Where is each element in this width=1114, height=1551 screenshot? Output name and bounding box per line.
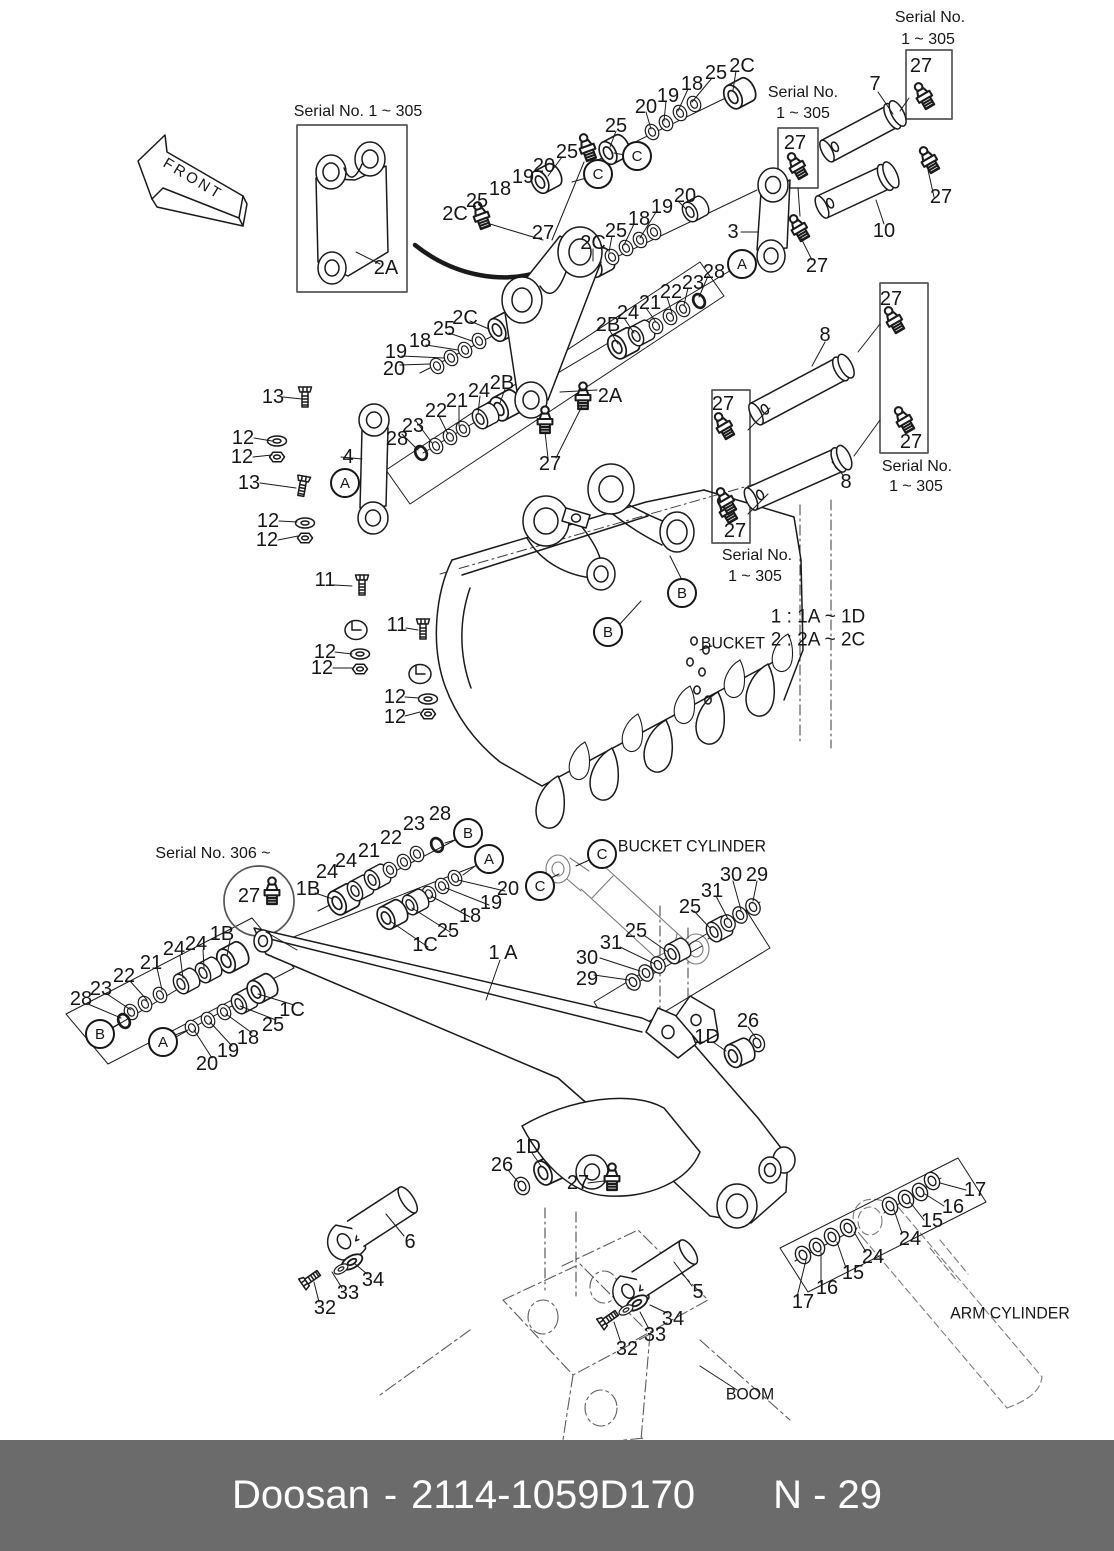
- callout-25: 25: [624, 920, 648, 942]
- callout-18: 18: [488, 178, 512, 200]
- callout-1c: 1C: [279, 999, 305, 1021]
- callout-b: B: [667, 578, 697, 608]
- callout-24: 24: [616, 302, 640, 324]
- callout-24: 24: [861, 1246, 885, 1268]
- callout-1b: 1B: [295, 878, 321, 900]
- callout-19: 19: [384, 341, 408, 363]
- callout-25: 25: [465, 190, 489, 212]
- callout-30: 30: [575, 947, 599, 969]
- callout-c: C: [525, 871, 555, 901]
- callout-27: 27: [723, 520, 747, 542]
- callout-a: A: [330, 468, 360, 498]
- callout-bucket-cylinder: BUCKET CYLINDER: [617, 836, 767, 856]
- callout-33: 33: [643, 1324, 667, 1346]
- callout-16: 16: [941, 1196, 965, 1218]
- callout-27: 27: [237, 885, 261, 907]
- callout-12: 12: [310, 657, 334, 679]
- callout-24: 24: [898, 1228, 922, 1250]
- pin-8-lower: [741, 443, 855, 513]
- callout-6: 6: [404, 1231, 416, 1253]
- callout-1-305: 1 ~ 305: [728, 568, 782, 585]
- callout-25: 25: [261, 1014, 285, 1036]
- callout-11: 11: [386, 614, 408, 636]
- callout-serial-no-: Serial No.: [894, 9, 966, 26]
- callout-12: 12: [256, 510, 280, 532]
- callout-a: A: [148, 1027, 178, 1057]
- callout-18: 18: [680, 73, 704, 95]
- callout-a: A: [727, 249, 757, 279]
- callout-2c: 2C: [442, 203, 468, 225]
- callout-b: B: [593, 617, 623, 647]
- callout-23: 23: [402, 813, 426, 835]
- callout-23: 23: [401, 415, 425, 437]
- callout-25: 25: [604, 115, 628, 137]
- callout-1d: 1D: [694, 1026, 720, 1048]
- callout-7: 7: [869, 73, 881, 95]
- callout-27: 27: [805, 255, 829, 277]
- callout-24: 24: [162, 938, 186, 960]
- callout-20: 20: [532, 155, 556, 177]
- callout-20: 20: [382, 358, 406, 380]
- callout-2a: 2A: [373, 257, 399, 279]
- callout-22: 22: [379, 827, 403, 849]
- callout-33: 33: [336, 1282, 360, 1304]
- callout-28: 28: [385, 428, 409, 450]
- callout-1c: 1C: [412, 934, 438, 956]
- callout-2-2a-2c: 2 : 2A ~ 2C: [770, 629, 866, 651]
- callout-27: 27: [538, 453, 562, 475]
- callout-20: 20: [673, 185, 697, 207]
- callout-25: 25: [555, 141, 579, 163]
- callout-34: 34: [361, 1269, 385, 1291]
- footer-part-number: [232, 1473, 695, 1518]
- callout-27: 27: [929, 186, 953, 208]
- callout-27: 27: [879, 288, 903, 310]
- callout-serial-no-: Serial No.: [767, 84, 839, 101]
- callout-34: 34: [661, 1308, 685, 1330]
- seal-ring-chains: [116, 75, 943, 1266]
- callout-23: 23: [89, 978, 113, 1000]
- footer-bar: [0, 1440, 1114, 1551]
- callout-21: 21: [139, 952, 163, 974]
- callout-27: 27: [531, 222, 555, 244]
- callout-27: 27: [711, 393, 735, 415]
- callout-15: 15: [841, 1262, 865, 1284]
- link-3: [757, 168, 790, 272]
- callout-25: 25: [432, 318, 456, 340]
- callout-19: 19: [656, 85, 680, 107]
- link-4: [358, 404, 389, 534]
- callout-31: 31: [700, 880, 724, 902]
- callout-serial-no-: Serial No.: [721, 547, 793, 564]
- callout-12: 12: [383, 706, 407, 728]
- callout-12: 12: [231, 427, 255, 449]
- callout-21: 21: [357, 840, 381, 862]
- callout-18: 18: [236, 1027, 260, 1049]
- callout-a: A: [474, 844, 504, 874]
- callout-24: 24: [334, 850, 358, 872]
- callout-19: 19: [511, 166, 535, 188]
- footer-brand: Doosan: [231, 1473, 370, 1517]
- callout-21: 21: [445, 390, 469, 412]
- callout-2c: 2C: [580, 232, 606, 254]
- callout-31: 31: [599, 932, 623, 954]
- callout-2c: 2C: [452, 307, 478, 329]
- callout-13: 13: [261, 386, 285, 408]
- callout-3: 3: [727, 221, 739, 243]
- callout-12: 12: [230, 446, 254, 468]
- callout-22: 22: [112, 965, 136, 987]
- callout-26: 26: [490, 1154, 514, 1176]
- callout-1-305: 1 ~ 305: [889, 478, 943, 495]
- callout-12: 12: [255, 529, 279, 551]
- callout-18: 18: [408, 330, 432, 352]
- callout-5: 5: [692, 1281, 704, 1303]
- callout-1d: 1D: [515, 1136, 541, 1158]
- callout-20: 20: [634, 96, 658, 118]
- callout-arm-cylinder: ARM CYLINDER: [950, 1303, 1070, 1323]
- callout-26: 26: [736, 1010, 760, 1032]
- footer-separator: -: [383, 1473, 398, 1517]
- callout-15: 15: [920, 1210, 944, 1232]
- callout-12: 12: [383, 686, 407, 708]
- front-arrow: [138, 135, 247, 226]
- callout-17: 17: [791, 1291, 815, 1313]
- footer-number: 2114-1059D170: [411, 1473, 696, 1517]
- pin-10: [812, 160, 903, 222]
- leader-arc: [415, 245, 545, 277]
- callout-2b: 2B: [595, 314, 621, 336]
- callout-24: 24: [184, 933, 208, 955]
- chain-outlines: [66, 90, 986, 1292]
- callout-c: C: [583, 159, 613, 189]
- pin-6: [320, 1182, 424, 1268]
- callout-27: 27: [566, 1172, 590, 1194]
- callout-28: 28: [69, 988, 93, 1010]
- callout-32: 32: [615, 1338, 639, 1360]
- callout-2a: 2A: [597, 385, 623, 407]
- callout-serial-no-306-: Serial No. 306 ~: [155, 845, 271, 862]
- callout-12: 12: [313, 641, 337, 663]
- callout-25: 25: [436, 920, 460, 942]
- boom-drawing: [380, 1230, 790, 1446]
- callout-21: 21: [638, 292, 662, 314]
- callout-8: 8: [840, 471, 852, 493]
- pin-7: [816, 98, 909, 165]
- callout-18: 18: [627, 208, 651, 230]
- callout-13: 13: [237, 472, 261, 494]
- callout-30: 30: [719, 864, 743, 886]
- callout-front: FRONT: [160, 154, 226, 204]
- callout-19: 19: [650, 196, 674, 218]
- callout-1-1a-1d: 1 : 1A ~ 1D: [770, 606, 866, 628]
- callout-20: 20: [195, 1053, 219, 1075]
- callout-8: 8: [819, 324, 831, 346]
- callout-11: 11: [314, 569, 336, 591]
- callout-29: 29: [745, 864, 769, 886]
- callout-2b: 2B: [489, 372, 515, 394]
- callout-25: 25: [678, 896, 702, 918]
- callout-22: 22: [659, 281, 683, 303]
- callout-serial-no-: Serial No.: [881, 458, 953, 475]
- callout-28: 28: [702, 261, 726, 283]
- callout-25: 25: [604, 220, 628, 242]
- callout-25: 25: [704, 62, 728, 84]
- callout-2c: 2C: [729, 55, 755, 77]
- callout-27: 27: [909, 55, 933, 77]
- callout-32: 32: [313, 1297, 337, 1319]
- callout-29: 29: [575, 968, 599, 990]
- callout-27: 27: [783, 132, 807, 154]
- callout-19: 19: [216, 1040, 240, 1062]
- callout-10: 10: [872, 220, 896, 242]
- callout-23: 23: [681, 272, 705, 294]
- callout-16: 16: [815, 1277, 839, 1299]
- callout-28: 28: [428, 803, 452, 825]
- callout-c: C: [587, 839, 617, 869]
- callout-c: C: [622, 141, 652, 171]
- callout-boom: BOOM: [725, 1384, 775, 1404]
- callout-27: 27: [899, 431, 923, 453]
- callout-1b: 1B: [209, 923, 235, 945]
- callout-serial-no-1-305: Serial No. 1 ~ 305: [293, 103, 423, 120]
- footer-page-number: N - 29: [773, 1473, 883, 1517]
- callout-17: 17: [963, 1179, 987, 1201]
- callout-bucket: BUCKET: [700, 633, 766, 653]
- callout-b: B: [453, 818, 483, 848]
- callout-24: 24: [315, 861, 339, 883]
- callout-1-a: 1 A: [488, 942, 518, 964]
- callout-1-305: 1 ~ 305: [901, 31, 955, 48]
- callout-24: 24: [467, 380, 491, 402]
- callout-19: 19: [479, 892, 503, 914]
- arm-cylinder-drawing: [853, 1196, 1042, 1408]
- callout-1-305: 1 ~ 305: [776, 105, 830, 122]
- callout-22: 22: [424, 400, 448, 422]
- callout-b: B: [85, 1019, 115, 1049]
- callout-20: 20: [496, 878, 520, 900]
- bucket-drawing: [436, 464, 803, 831]
- callout-18: 18: [458, 905, 482, 927]
- callout-4: 4: [342, 446, 354, 468]
